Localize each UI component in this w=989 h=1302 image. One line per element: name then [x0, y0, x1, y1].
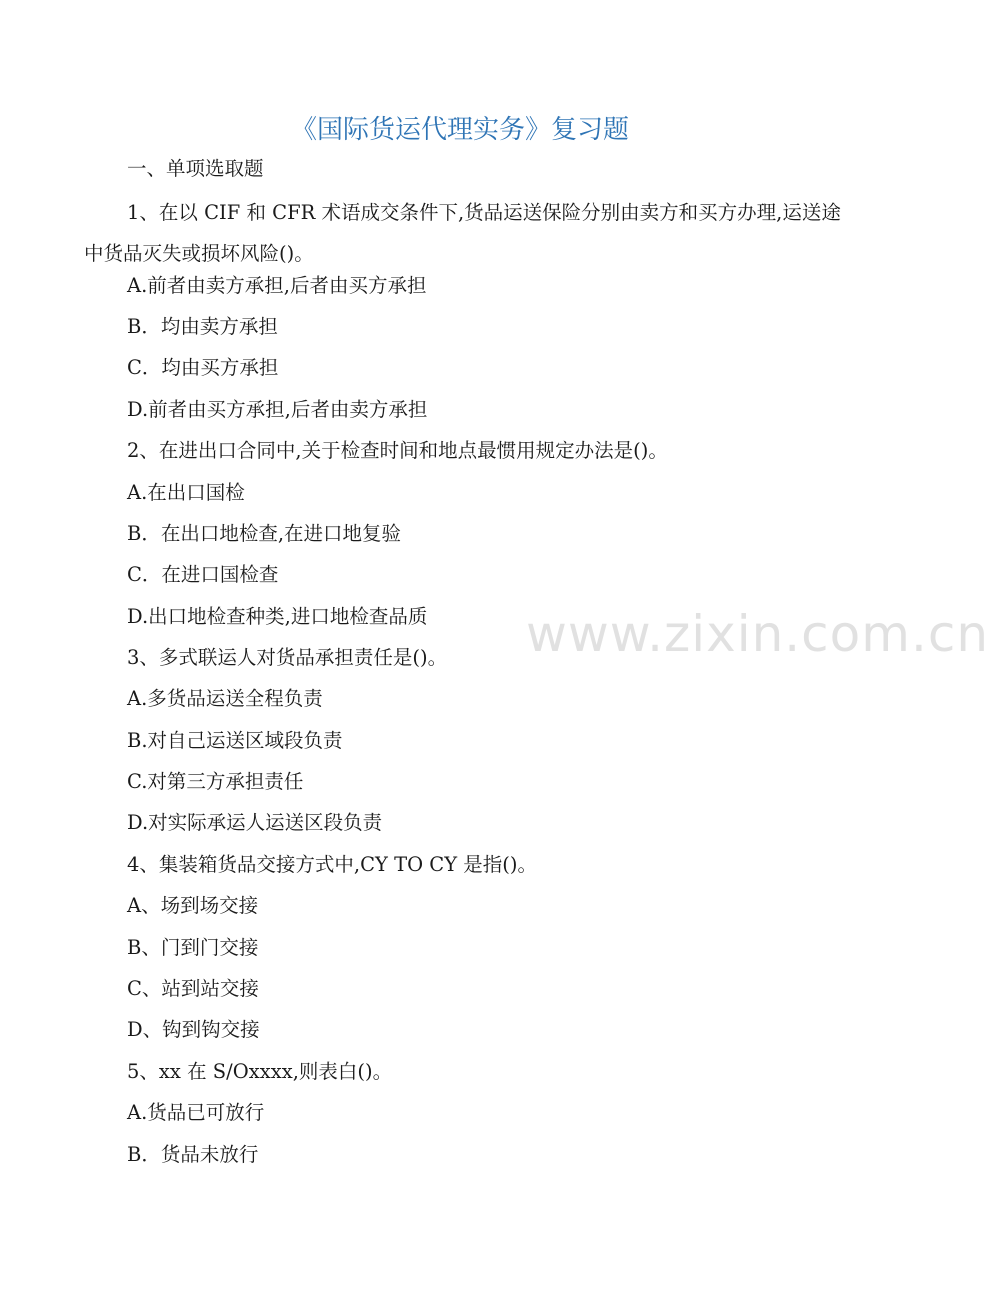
q4-option-b: B、门到门交接	[127, 936, 259, 959]
q4-option-a: A、场到场交接	[127, 894, 259, 917]
q2-option-a: A.在出口国检	[127, 481, 245, 504]
q4-option-c: C、站到站交接	[127, 977, 259, 1000]
q3-option-c: C.对第三方承担责任	[127, 770, 304, 793]
q3-option-d: D.对实际承运人运送区段负责	[127, 811, 383, 834]
question-2: 2、在进出口合同中,关于检查时间和地点最惯用规定办法是()。	[127, 439, 668, 462]
q2-option-d: D.出口地检查种类,进口地检查品质	[127, 605, 428, 628]
document-title: 《国际货运代理实务》复习题	[290, 115, 629, 145]
q3-option-a: A.多货品运送全程负责	[127, 687, 323, 710]
site-watermark: www.zixin.com.cn	[526, 605, 989, 663]
q2-option-b: B．在出口地检查,在进口地复验	[127, 522, 402, 545]
q1-option-a: A.前者由卖方承担,后者由买方承担	[127, 274, 427, 297]
q1-option-b: B．均由卖方承担	[127, 315, 278, 338]
q4-option-d: D、钩到钩交接	[127, 1018, 260, 1041]
q5-option-a: A.货品已可放行	[127, 1101, 265, 1124]
q1-option-c: C．均由买方承担	[127, 356, 279, 379]
q1-option-d: D.前者由买方承担,后者由卖方承担	[127, 398, 428, 421]
q2-option-c: C．在进口国检查	[127, 563, 279, 586]
question-5: 5、xx 在 S/Oxxxx,则表白()。	[127, 1060, 393, 1083]
question-4: 4、集装箱货品交接方式中,CY TO CY 是指()。	[127, 853, 537, 876]
section-heading: 一、单项选取题	[127, 157, 264, 180]
q3-option-b: B.对自己运送区域段负责	[127, 729, 343, 752]
question-3: 3、多式联运人对货品承担责任是()。	[127, 646, 448, 669]
q5-option-b: B．货品未放行	[127, 1143, 259, 1166]
question-1: 1、在以 CIF 和 CFR 术语成交条件下,货品运送保险分别由卖方和买方办理,运送途中货品灭失或损坏风险()。	[84, 201, 841, 265]
